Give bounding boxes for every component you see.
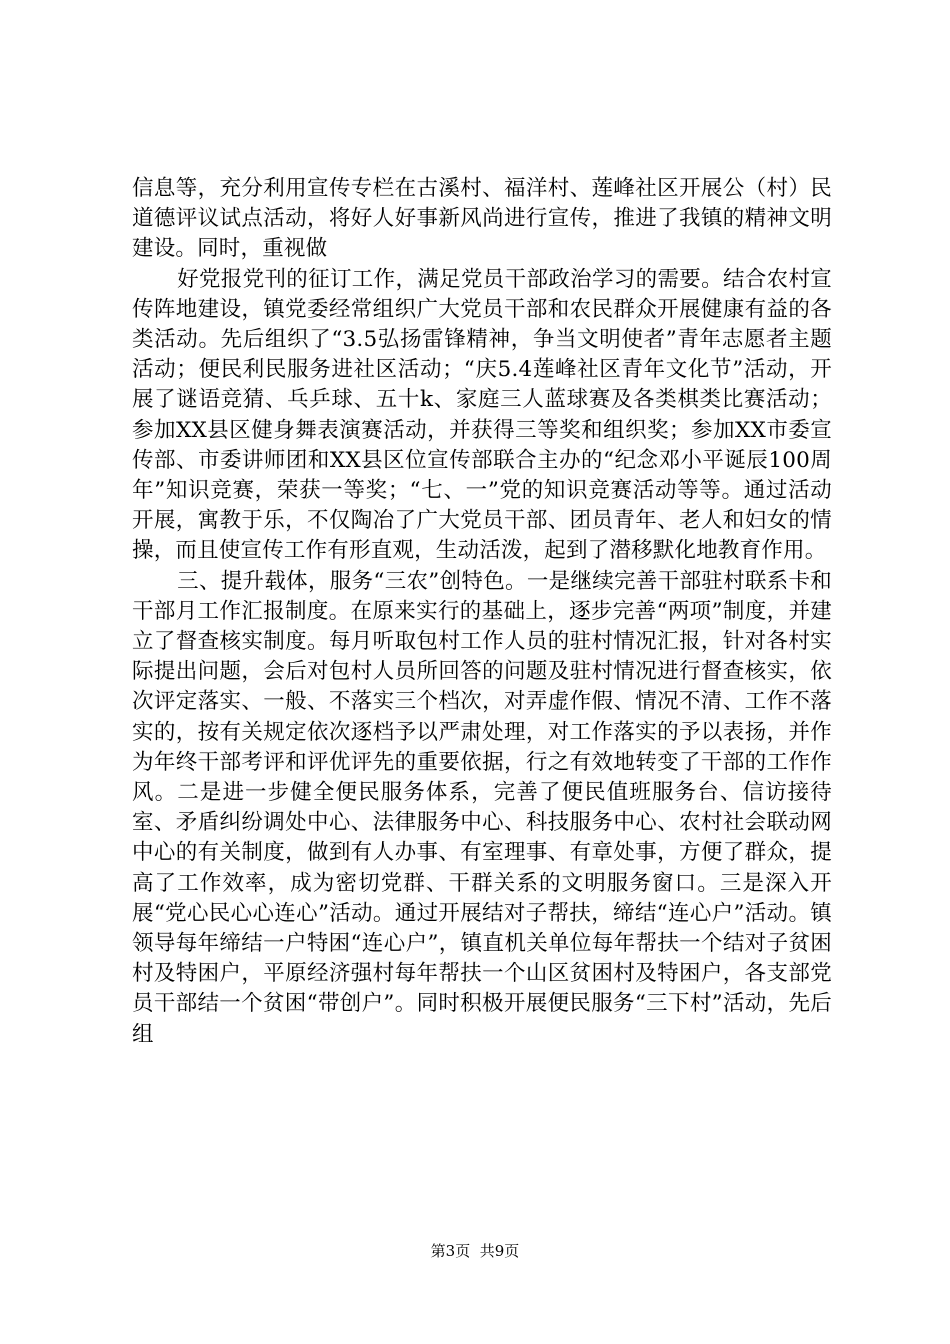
paragraph-1: 信息等，充分利用宣传专栏在古溪村、福洋村、莲峰社区开展公（村）民道德评议试点活动，将好人好事新风尚进行宣传，推进了我镇的精神文明建设。同时，重视做 (132, 176, 832, 262)
body-text (132, 174, 832, 1050)
page-footer (0, 1241, 950, 1261)
paragraph-2: 好党报党刊的征订工作，满足党员干部政治学习的需要。结合农村宣传阵地建设，镇党委经常组织广大党员干部和农民群众开展健康有益的各类活动。先后组织了“3.5弘扬雷锋精神，争当文明使者”青年志愿者主题活动；便民利民服务进社区活动；“庆5.4莲峰社区青年文化节”活动，开展了谜语竞猜、乓乒球、五十k、家庭三人蓝球赛及各类棋类比赛活动；参加XX县区健身舞表演赛活动，并获得三等奖和组织奖；参加XX市委宣传部、市委讲师团和XX县区位宣传部联合主办的“纪念邓小平诞辰100周年”知识竞赛，荣获一等奖；“七、一”党的知识竞赛活动等等。通过活动开展，寓教于乐，不仅陶冶了广大党员干部、团员青年、老人和妇女的情操，而且使宣传工作有形直观，生动活泼，起到了潜移默化地教育作用。 (132, 266, 832, 564)
paragraph-3: 三、提升载体，服务“三农”创特色。一是继续完善干部驻村联系卡和干部月工作汇报制度。在原来实行的基础上，逐步完善“两项”制度，并建立了督查核实制度。每月听取包村工作人员的驻村情况汇报，针对各村实际提出问题，会后对包村人员所回答的问题及驻村情况进行督查核实，依次评定落实、一般、不落实三个档次，对弄虚作假、情况不清、工作不落实的，按有关规定依次逐档予以严肃处理，对工作落实的予以表扬，并作为年终干部考评和评优评先的重要依据，行之有效地转变了干部的工作作风。二是进一步健全便民服务体系，完善了便民值班服务台、信访接待室、矛盾纠纷调处中心、法律服务中心、科技服务中心、农村社会联动网中心的有关制度，做到有人办事、有室理事、有章处事，方便了群众，提高了工作效率，成为密切党群、干群关系的文明服务窗口。三是深入开展“党心民心心连心”活动。通过开展结对子帮扶，缔结“连心户”活动。镇领导每年缔结一户特困“连心户”，镇直机关单位每年帮扶一个结对子贫困村及特困户，平原经济强村每年帮扶一个山区贫困村及特困户，各支部党员干部结一个贫困“带创户”。同时积极开展便民服务“三下村”活动，先后组 (132, 568, 832, 1047)
page-number: 第3页 (430, 1242, 471, 1260)
footer-gap (470, 1242, 480, 1260)
page-total: 共9页 (479, 1242, 520, 1260)
